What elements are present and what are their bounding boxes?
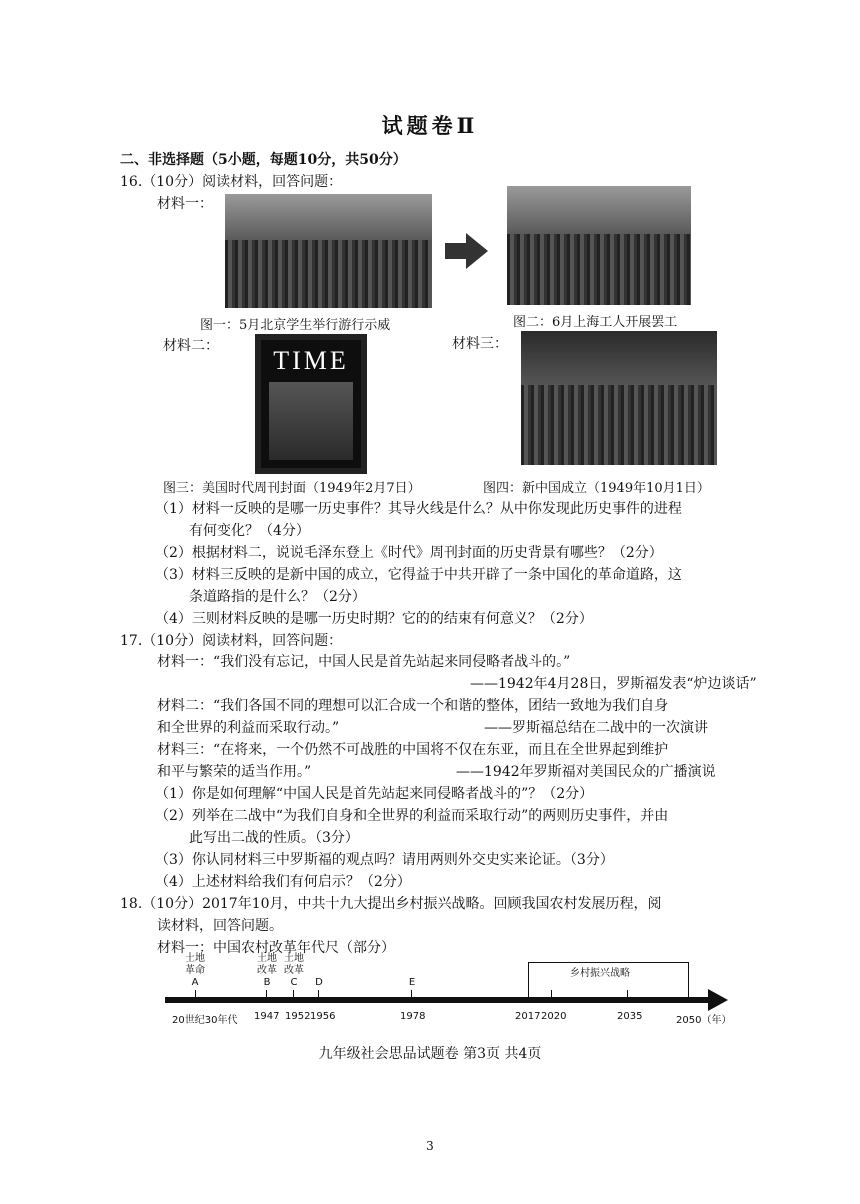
timeline-label-e: E	[408, 977, 416, 988]
tick	[528, 990, 529, 998]
q16-question3-line1: （3）材料三反映的是新中国的成立，它得益于中共开辟了一条中国化的革命道路，这	[155, 567, 682, 583]
revival-bracket-end	[688, 962, 689, 992]
q16-question4: （4）三则材料反映的是哪一历史时期？它的的结束有何意义？（2分）	[155, 611, 593, 627]
q17-material2-source: ——罗斯福总结在二战中的一次演讲	[484, 720, 708, 736]
figure1-caption: 图一：5月北京学生举行游行示威	[200, 318, 391, 333]
q16-material1-label: 材料一：	[157, 196, 213, 212]
figure3-caption: 图三：美国时代周刊封面（1949年2月7日）	[163, 481, 421, 496]
q17-question2-line2: 此写出二战的性质。（3分）	[189, 830, 359, 846]
timeline-year: 2035	[617, 1011, 643, 1022]
q17-question3: （3）你认同材料三中罗斯福的观点吗？请用两则外交史实来论证。（3分）	[155, 852, 614, 868]
q16-stem: 16.（10分）阅读材料，回答问题：	[120, 174, 343, 190]
timeline-year: 2020	[541, 1011, 567, 1022]
arrow-head-icon	[466, 233, 488, 269]
q17-material2-line1: 材料二：“我们各国不同的理想可以汇合成一个和谐的整体，团结一致地为我们自身	[157, 698, 669, 714]
timeline-year: 2017	[515, 1011, 541, 1022]
q16-question2: （2）根据材料二，说说毛泽东登上《时代》周刊封面的历史背景有哪些？（2分）	[155, 545, 663, 561]
q18-material1: 材料一：中国农村改革年代尺（部分）	[157, 940, 395, 956]
q17-material2-line2: 和全世界的利益而采取行动。”	[157, 720, 340, 736]
tick	[551, 990, 552, 998]
q16-material3-label: 材料三：	[452, 336, 508, 352]
q18-stem-line2: 读材料，回答问题。	[157, 918, 283, 934]
tick	[411, 990, 412, 998]
q18-stem-line1: 18.（10分）2017年10月，中共十九大提出乡村振兴战略。回顾我国农村发展历程，阅	[120, 896, 662, 912]
tick	[318, 990, 319, 998]
q17-material1-source: ——1942年4月28日，罗斯福发表“炉边谈话”	[470, 676, 757, 692]
founding-ceremony-photo	[521, 331, 717, 465]
q17-stem: 17.（10分）阅读材料，回答问题：	[120, 633, 343, 649]
shanghai-strike-photo	[507, 186, 691, 305]
page-title: 试题卷Ⅱ	[381, 113, 479, 138]
q17-material1: 材料一：“我们没有忘记，中国人民是首先站起来同侵略者战斗的。”	[157, 654, 571, 670]
tick	[195, 990, 196, 998]
q16-question1-line2: 有何变化？（4分）	[189, 523, 310, 539]
page-number: 3	[426, 1139, 434, 1153]
q17-question4: （4）上述材料给我们有何启示？（2分）	[155, 874, 411, 890]
q17-material3-source: ——1942年罗斯福对美国民众的广播演说	[456, 764, 716, 780]
q16-question3-line2: 条道路指的是什么？（2分）	[189, 589, 366, 605]
section-heading: 二、非选择题（5小题，每题10分，共50分）	[120, 152, 407, 168]
timeline-axis	[165, 997, 710, 1003]
beijing-protest-photo	[225, 194, 432, 308]
q16-question1-line1: （1）材料一反映的是哪一历史事件？其导火线是什么？从中你发现此历史事件的进程	[155, 501, 682, 517]
timeline-arrow-icon	[708, 989, 728, 1011]
q17-material3-line1: 材料三：“在将来，一个仍然不可战胜的中国将不仅在东亚，而且在全世界起到维护	[157, 742, 669, 758]
arrow-icon	[445, 243, 467, 259]
q16-material2-label: 材料二：	[163, 338, 219, 354]
timeline-label-d: D	[315, 977, 323, 988]
tick	[688, 990, 689, 998]
revival-bracket-start	[528, 962, 529, 992]
timeline-year: 20世纪30年代	[172, 1015, 238, 1026]
timeline-year: 1947	[254, 1011, 280, 1022]
tick	[627, 990, 628, 998]
time-masthead: TIME	[273, 346, 349, 375]
figure4-caption: 图四：新中国成立（1949年10月1日）	[483, 481, 710, 496]
page-footer: 九年级社会思品试题卷 第3页 共4页	[318, 1046, 542, 1062]
timeline-label-land-revolution: 土地 革命 A	[185, 953, 205, 988]
q17-question1: （1）你是如何理解“中国人民是首先站起来同侵略者战斗的”？（2分）	[155, 786, 594, 802]
timeline-year: 1956	[310, 1011, 336, 1022]
revival-strategy-label: 乡村振兴战略	[570, 968, 630, 979]
time-magazine-cover	[255, 334, 367, 474]
tick	[266, 990, 267, 998]
timeline-label-land-reform-b: 土地 改革 B	[257, 953, 277, 988]
timeline-year: 2050（年）	[676, 1015, 732, 1026]
revival-strategy-bracket	[528, 962, 688, 963]
figure2-caption: 图二：6月上海工人开展罢工	[513, 315, 678, 330]
q17-material3-line2: 和平与繁荣的适当作用。”	[157, 764, 312, 780]
tick	[293, 990, 294, 998]
timeline-label-land-reform-c: 土地 改革 C	[284, 953, 304, 988]
timeline-year: 1952	[285, 1011, 311, 1022]
timeline-year: 1978	[400, 1011, 426, 1022]
q17-question2-line1: （2）列举在二战中“为我们自身和全世界的利益而采取行动”的两则历史事件，并由	[155, 808, 669, 824]
